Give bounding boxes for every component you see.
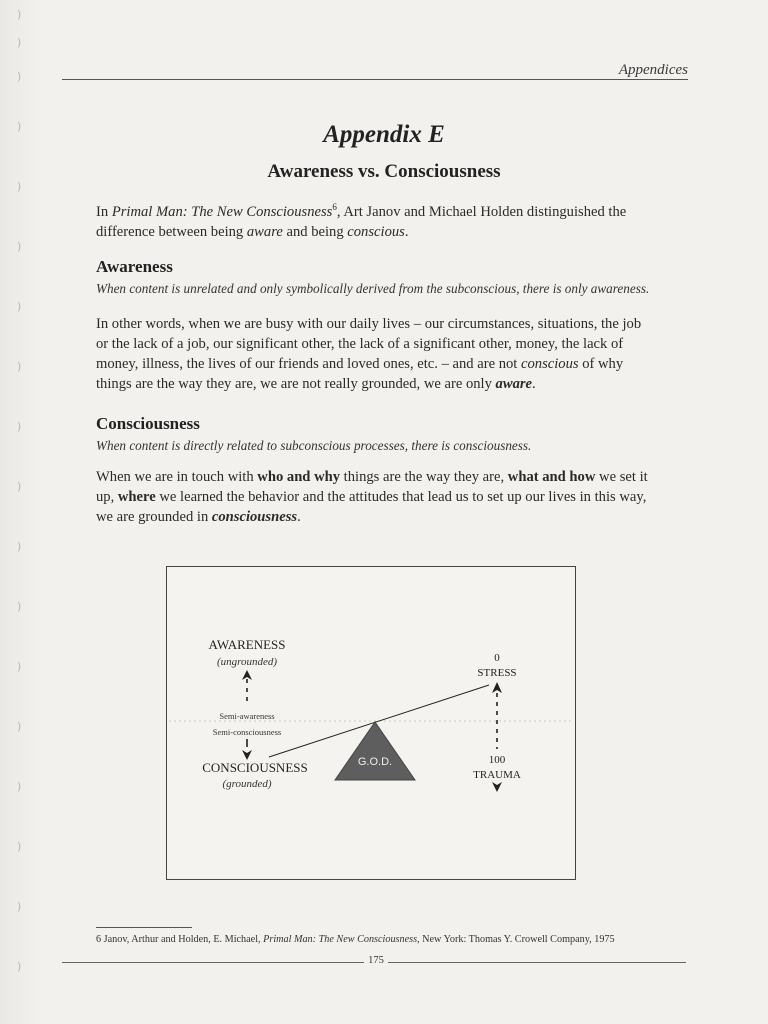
consciousness-label: CONSCIOUSNESS	[202, 760, 308, 775]
consciousness-definition: When content is directly related to subconscious processes, there is consciousness.	[96, 438, 532, 453]
consciousness-heading: Consciousness	[96, 414, 200, 433]
arrow-down-icon	[492, 782, 502, 792]
running-head: Appendices	[618, 62, 688, 78]
semi-consciousness-label: Semi-consciousness	[212, 727, 282, 737]
fulcrum-label: G.O.D.	[357, 756, 393, 768]
awareness-paragraph: In other words, when we are busy with our daily lives – our circumstances, situations, the job or the lack of a job, our significant other, the lack of a significant other, money, the lack of money, illness, the lives of our friends and loved ones, etc. – and are not conscious of why things are the way they are, we are not really grounded, we are only aware.	[96, 316, 642, 392]
arrow-down-icon	[242, 750, 252, 760]
arrow-up-icon	[242, 670, 252, 680]
page-binding-edge: ) ) ) ) ) ) ) ) ) ) ) ) ) ) ) ) ) )	[0, 0, 40, 1024]
page-subtitle: Awareness vs. Consciousness	[267, 161, 501, 182]
page-number: 175	[368, 955, 384, 966]
awareness-consciousness-diagram	[166, 566, 576, 880]
stress-label: STRESS	[477, 667, 517, 679]
book-title: Primal Man: The New Consciousness	[111, 203, 333, 220]
footer-rule-right	[388, 962, 686, 963]
consciousness-paragraph: When we are in touch with who and why things are the way they are, what and how we set it up, where we learned the behavior and the attitudes that lead us to set up our lives in this way, we are grounded in consciousness.	[96, 469, 648, 525]
awareness-heading: Awareness	[96, 257, 173, 276]
grounded-label: (grounded)	[222, 778, 272, 790]
page-title: Appendix E	[323, 121, 445, 148]
header-rule	[62, 79, 688, 80]
intro-paragraph: In Primal Man: The New Consciousness$^6$, Art Janov and Michael Holden distinguished the difference between being aware and being conscious.	[96, 202, 627, 240]
footnote-rule	[96, 927, 192, 928]
ungrounded-label: (ungrounded)	[216, 656, 278, 668]
semi-awareness-label: Semi-awareness	[219, 711, 275, 721]
awareness-definition: When content is unrelated and only symbolically derived from the subconscious, there is only awareness.	[96, 281, 650, 296]
awareness-label: AWARENESS	[208, 637, 286, 652]
footnote: 6 Janov, Arthur and Holden, E. Michael, Primal Man: The New Consciousness, New York: Thomas Y. Crowell Company, 1975	[96, 934, 615, 945]
footnote-mark: 6	[332, 202, 337, 212]
trauma-value: 100	[488, 754, 506, 766]
fulcrum-triangle	[335, 722, 415, 780]
stress-value: 0	[494, 652, 500, 664]
footer-rule-left	[62, 962, 364, 963]
arrow-up-icon	[492, 682, 502, 693]
trauma-label: TRAUMA	[473, 769, 521, 781]
